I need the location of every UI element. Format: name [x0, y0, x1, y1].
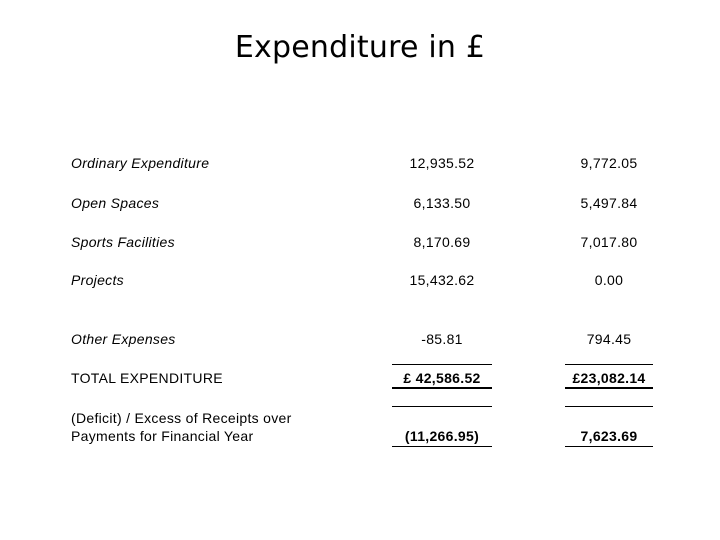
total-top-rule-col1: [392, 364, 492, 365]
balance-top-rule-col1: [392, 406, 492, 407]
row-value-other-expenses-col1: -85.81: [421, 331, 463, 347]
page-title: Expenditure in £: [234, 30, 486, 65]
total-value-col2: £23,082.14: [572, 370, 646, 386]
row-value-projects-col2: 0.00: [594, 272, 624, 288]
row-value-ordinary-expenditure-col1: 12,935.52: [409, 155, 475, 171]
row-value-projects-col1: 15,432.62: [409, 272, 475, 288]
row-label-sports-facilities: Sports Facilities: [71, 234, 175, 250]
row-value-sports-facilities-col1: 8,170.69: [413, 234, 471, 250]
row-value-open-spaces-col1: 6,133.50: [413, 195, 471, 211]
row-label-projects: Projects: [71, 272, 124, 288]
row-label-other-expenses: Other Expenses: [71, 331, 176, 347]
row-value-open-spaces-col2: 5,497.84: [580, 195, 638, 211]
balance-top-rule-col2: [565, 406, 653, 407]
total-top-rule-col2: [565, 364, 653, 365]
total-label: TOTAL EXPENDITURE: [71, 370, 223, 386]
total-value-col1: £ 42,586.52: [403, 370, 481, 386]
balance-underline-col2: [565, 446, 653, 447]
row-value-sports-facilities-col2: 7,017.80: [580, 234, 638, 250]
balance-value-col1: (11,266.95): [404, 428, 480, 444]
balance-underline-col1: [392, 446, 492, 447]
total-underline-col1: [392, 387, 492, 389]
balance-label-line1: (Deficit) / Excess of Receipts over: [71, 410, 292, 426]
balance-label-line2: Payments for Financial Year: [71, 428, 254, 444]
balance-value-col2: 7,623.69: [580, 428, 638, 444]
row-label-open-spaces: Open Spaces: [71, 195, 160, 211]
row-value-ordinary-expenditure-col2: 9,772.05: [580, 155, 638, 171]
row-label-ordinary-expenditure: Ordinary Expenditure: [71, 155, 210, 171]
row-value-other-expenses-col2: 794.45: [586, 331, 632, 347]
total-underline-col2: [565, 387, 653, 389]
